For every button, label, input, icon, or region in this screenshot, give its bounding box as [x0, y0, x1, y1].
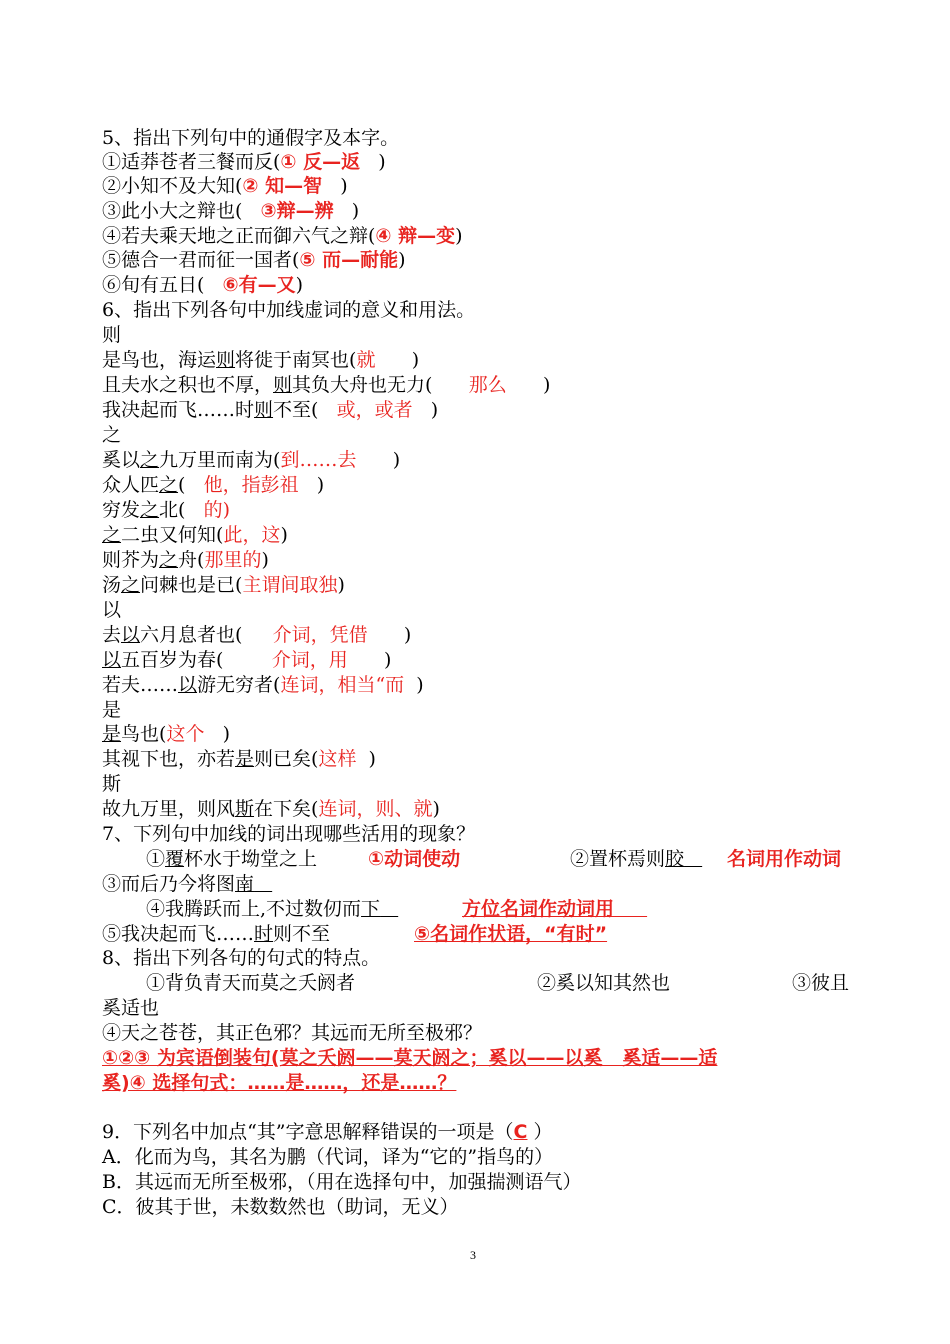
q6-item: 若夫……以游无穷者(连词，相当“而 ) [102, 674, 424, 696]
q6-item: 且夫水之积也不厚，则其负大舟也无力( 那么 ) [102, 374, 551, 396]
q6-item: 之二虫又何知(此，这) [102, 524, 288, 546]
q8-answer: ①②③ 为宾语倒装句(莫之夭阏——莫天阏之；奚以——以奚 奚适——适 [102, 1047, 718, 1069]
q6-item: 以五百岁为春( 介词，用 ) [102, 649, 392, 671]
q6-item: 去以六月息者也( 介词，凭借 ) [102, 624, 412, 646]
q7-item: ①覆杯水于坳堂之上 [146, 848, 318, 870]
q7-item: ④我腾跃而上,不过数仞而下 [146, 898, 381, 920]
q9-option-b: B．其远而无所至极邪，（用在选择句中，加强揣测语气） [102, 1171, 582, 1193]
q6-item: 众人匹之( 他，指彭祖 ) [102, 474, 325, 496]
q6-group-heading: 则 [102, 324, 122, 346]
q8-item: 奚适也 [102, 997, 160, 1019]
q6-item: 则芥为之舟(那里的) [102, 549, 269, 571]
q8-title: 8、指出下列各句的句式的特点。 [102, 947, 381, 969]
q9-option-a: A．化而为鸟，其名为鹏（代词，译为“它的”指鸟的） [102, 1146, 554, 1168]
q5-item: ④若夫乘天地之正而御六气之辩(④ 辩—变) [102, 225, 463, 247]
page-number: 3 [470, 1248, 476, 1262]
q8-item: ③彼且 [792, 972, 850, 994]
q9-option-c: C．彼其于世，未数数然也（助词，无义） [102, 1196, 459, 1218]
q6-item: 我决起而飞……时则不至( 或，或者 ) [102, 399, 439, 421]
q7-item: ③而后乃今将图南 [102, 873, 255, 895]
q7-item: ⑤我决起而飞……时则不至 [102, 923, 331, 945]
q7-answer: ①动词使动 [368, 848, 461, 870]
q8-item: ①背负青天而莫之夭阏者 [146, 972, 356, 994]
q5-item: ①适莽苍者三餐而反(① 反—返 ) [102, 151, 386, 173]
q7-answer: ⑤名词作状语，“有时” [414, 923, 608, 945]
q6-title: 6、指出下列各句中加线虚词的意义和用法。 [102, 299, 476, 321]
q5-item: ⑥旬有五日( ⑥有—又) [102, 274, 304, 296]
q5-title: 5、指出下列句中的通假字及本字。 [102, 127, 400, 149]
q5-item: ③此小大之辩也( ③辩—辨 ) [102, 200, 360, 222]
q8-item: ④天之苍苍，其正色邪？其远而无所至极邪？ [102, 1022, 483, 1044]
q8-item: ②奚以知其然也 [537, 972, 671, 994]
q7-title: 7、下列句中加线的词出现哪些活用的现象？ [102, 823, 476, 845]
q7-item: ②置杯焉则胶 [570, 848, 685, 870]
q6-item: 其视下也，亦若是则已矣(这样 ) [102, 748, 376, 770]
q6-item: 是鸟也，海运则将徙于南冥也(就 ) [102, 349, 420, 371]
q6-group-heading: 以 [102, 599, 122, 621]
q7-answer: 名词用作动词 [727, 848, 842, 870]
q9-title: 9．下列名中加点“其”字意思解释错误的一项是（C ） [102, 1121, 553, 1143]
q6-item: 故九万里，则风斯在下矣(连词，则、就) [102, 798, 440, 820]
q6-group-heading: 之 [102, 424, 122, 446]
q6-group-heading: 斯 [102, 773, 122, 795]
q6-item: 奚以之九万里而南为(到……去 ) [102, 449, 401, 471]
q5-item: ②小知不及大知(② 知—智 ) [102, 175, 348, 197]
q6-item: 穷发之北( 的) [102, 499, 230, 521]
q6-group-heading: 是 [102, 699, 122, 721]
q8-answer: 奚)④ 选择句式：……是……，还是……？ [102, 1072, 457, 1094]
q5-item: ⑤德合一君而征一国者(⑤ 而—耐能) [102, 249, 406, 271]
q6-item: 汤之问棘也是已(主谓间取独) [102, 574, 345, 596]
q6-item: 是鸟也(这个 ) [102, 723, 230, 745]
q7-answer: 方位名词作动词用 [462, 898, 615, 920]
